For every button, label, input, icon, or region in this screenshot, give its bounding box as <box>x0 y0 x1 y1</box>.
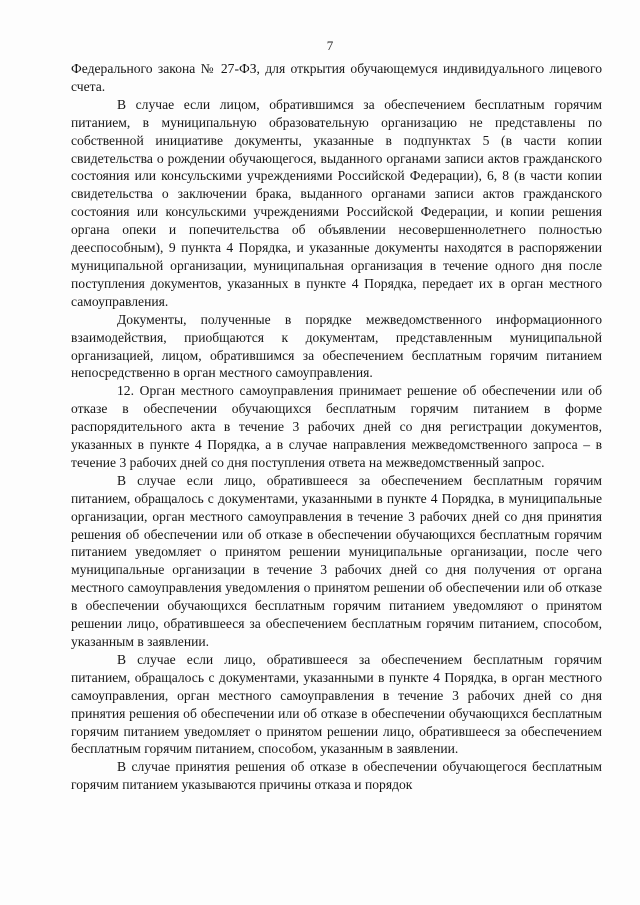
paragraph-documents-not-provided: В случае если лицом, обратившимся за обеспечением бесплатным горячим питанием, в муниципальную образовательную организацию не представлены по собственной инициативе документы, указанные в подпунктах 5 (в части копии свидетельства о рождении обучающегося, выданного органами записи актов гражданского состояния или консульскими учреждениями Российской Федерации), 6, 8 (в части копии свидетельства о заключении брака, выданного органами записи актов гражданского состояния или консульскими учреждениями Российской Федерации, и копии решения органа опеки и попечительства об объявлении несовершеннолетнего полностью дееспособным), 9 пункта 4 Порядка, и указанные документы находятся в распоряжении муниципальной организации, муниципальная организация в течение одного дня после поступления документов, указанных в пункте 4 Порядка, передает их в орган местного самоуправления. <box>71 96 602 309</box>
page-number: 7 <box>326 38 334 53</box>
paragraph-refusal-reasons: В случае принятия решения об отказе в обеспечении обучающегося бесплатным горячим питанием указываются причины отказа и порядок <box>71 759 602 793</box>
paragraph-notify-applicant: В случае если лицо, обратившееся за обеспечением бесплатным горячим питанием, обращалось с документами, указанными в пункте 4 Порядка, в орган местного самоуправления, орган местного самоуправления в течение 3 рабочих дней со дня принятия решения об обеспечении или об отказе в обеспечении обучающихся бесплатным горячим питанием уведомляет о принятом решении лицо, обратившееся за обеспечением бесплатным горячим питанием, способом, указанным в заявлении. <box>71 651 602 757</box>
paragraph-interagency-documents: Документы, полученные в порядке межведомственного информационного взаимодействия, приобщаются к документам, представленным муниципальной организацией, лицом, обратившимся за обеспечением бесплатным горячим питанием непосредственно в орган местного самоуправления. <box>71 311 602 381</box>
paragraph-notify-municipal-organizations: В случае если лицо, обратившееся за обеспечением бесплатным горячим питанием, обращалось с документами, указанными в пункте 4 Порядка, в муниципальные организации, орган местного самоуправления в течение 3 рабочих дней со дня принятия решения об обеспечении или об отказе в обеспечении обучающихся бесплатным горячим питанием уведомляет о принятом решении муниципальные организации, после чего муниципальные организации в течение 3 рабочих дней со дня получения от органа местного самоуправления уведомления о принятом решении об обеспечении или об отказе в обеспечении обучающихся бесплатным горячим питанием уведомляют о принятом решении лицо, обратившееся за обеспечением бесплатным горячим питанием, способом, указанным в заявлении. <box>71 472 602 649</box>
document-body <box>71 60 602 794</box>
paragraph-continuation: Федерального закона № 27-ФЗ, для открытия обучающемуся индивидуального лицевого счета. <box>71 61 602 94</box>
paragraph-item-12: 12. Орган местного самоуправления принимает решение об обеспечении или об отказе в обеспечении обучающихся бесплатным горячим питанием в форме распорядительного акта в течение 3 рабочих дней со дня регистрации документов, указанных в пункте 4 Порядка, а в случае направления межведомственного запроса – в течение 3 рабочих дней со дня поступления ответа на межведомственный запрос. <box>71 383 602 470</box>
